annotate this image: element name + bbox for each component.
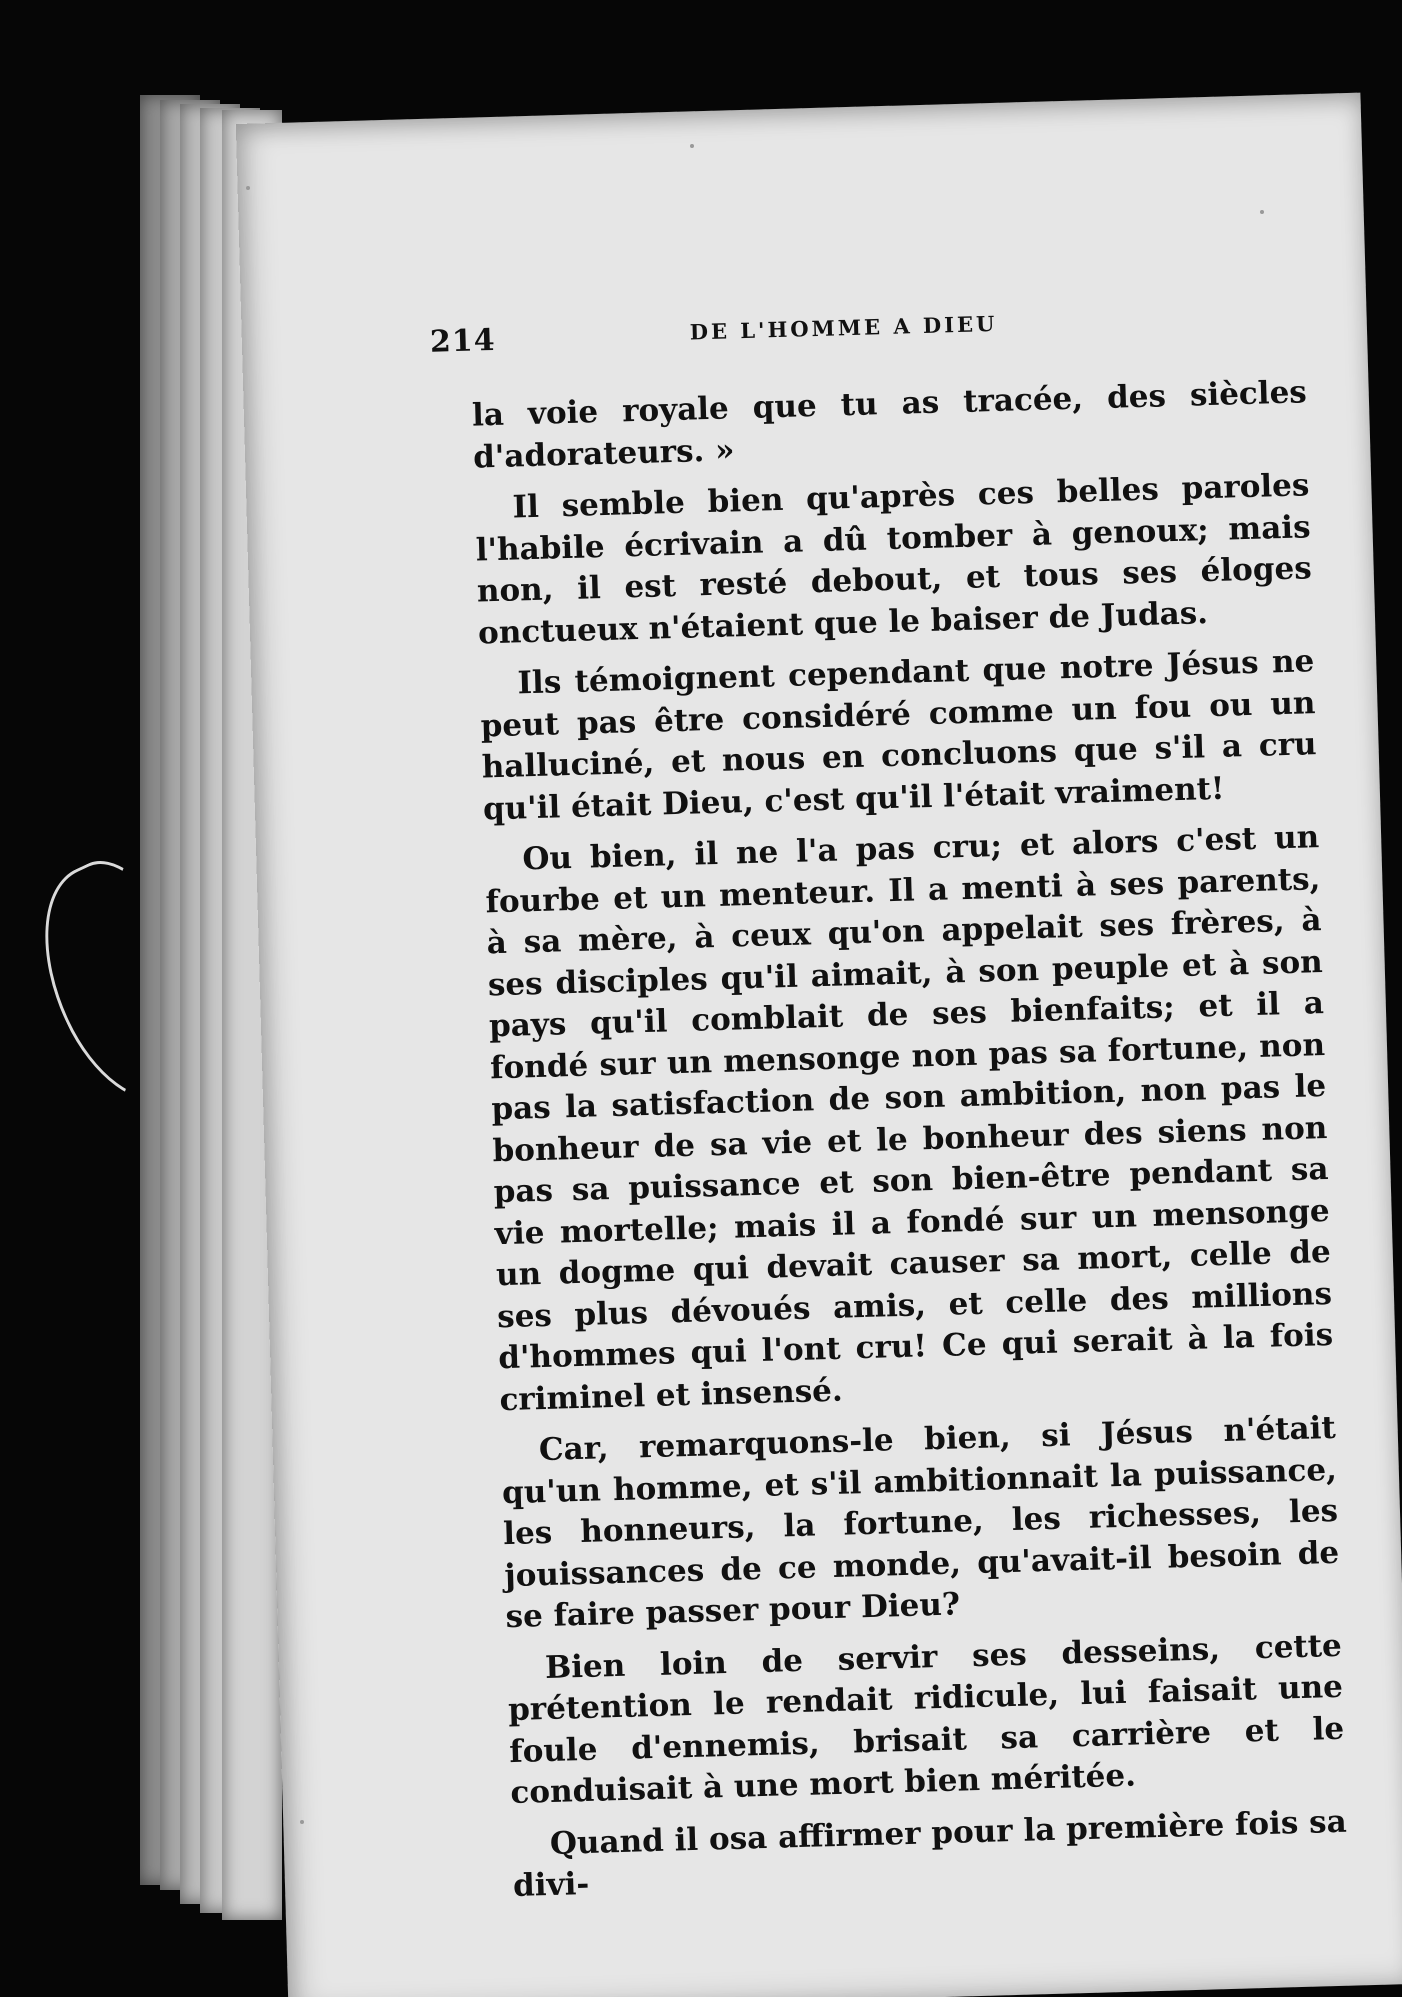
paragraph: Car, remarquons-le bien, si Jésus n'était qu'un homme, et s'il ambitionnait la puissance, les honneurs, la fortune, les richesses, les jouissances de ce monde, qu'avait-il besoin de se faire passer pour Dieu?	[501, 1409, 1340, 1636]
dust-speck	[1260, 210, 1264, 214]
paragraph: Ils témoignent cependant que notre Jésus ne peut pas être considéré comme un fou ou un halluciné, et nous en concluons que s'il a cru qu'il était Dieu, c'est qu'il l'était vraiment!	[480, 643, 1318, 827]
paragraph: la voie royale que tu as tracée, des siècles d'adorateurs. »	[471, 374, 1308, 476]
dust-speck	[246, 186, 250, 190]
dust-speck	[300, 1820, 304, 1824]
page-number: 214	[429, 322, 497, 360]
page-content	[429, 292, 1348, 1907]
paragraph: Il semble bien qu'après ces belles paroles l'habile écrivain a dû tomber à genoux; mais non, il est resté debout, et tous ses éloges onctueux n'étaient que le baiser de Judas.	[475, 467, 1313, 652]
page-header	[429, 292, 1305, 375]
paragraph: Ou bien, il ne l'a pas cru; et alors c'est un fourbe et un menteur. Il a menti à ses parents, à sa mère, à ceux qu'on appelait ses frères, à ses disciples qu'il aimait, à son peuple et à son pays qu'il comblait de ses bienfaits; et il a fondé sur un mensonge non pas sa fortune, non pas la satisfaction de son ambition, non pas le bonheur de sa vie et le bonheur des siens non pas sa puissance et son bien-être pendant sa vie mortelle; mais il a fondé sur un mensonge un dogme qui devait causer sa mort, celle de ses plus dévoués amis, et celle des millions d'hommes qui l'ont cru! Ce qui serait à la fois criminel et insensé.	[485, 819, 1334, 1418]
book-page	[236, 93, 1402, 1997]
paragraph: Bien loin de servir ses desseins, cette prétention le rendait ridicule, lui faisait une foule d'ennemis, brisait sa carrière et le conduisait à une mort bien méritée.	[507, 1627, 1345, 1812]
dust-speck	[690, 144, 694, 148]
body-text	[471, 372, 1348, 1907]
running-title: DE L'HOMME A DIEU	[689, 310, 998, 345]
paragraph: Quand il osa affirmer pour la première fois sa divi-	[512, 1803, 1348, 1905]
